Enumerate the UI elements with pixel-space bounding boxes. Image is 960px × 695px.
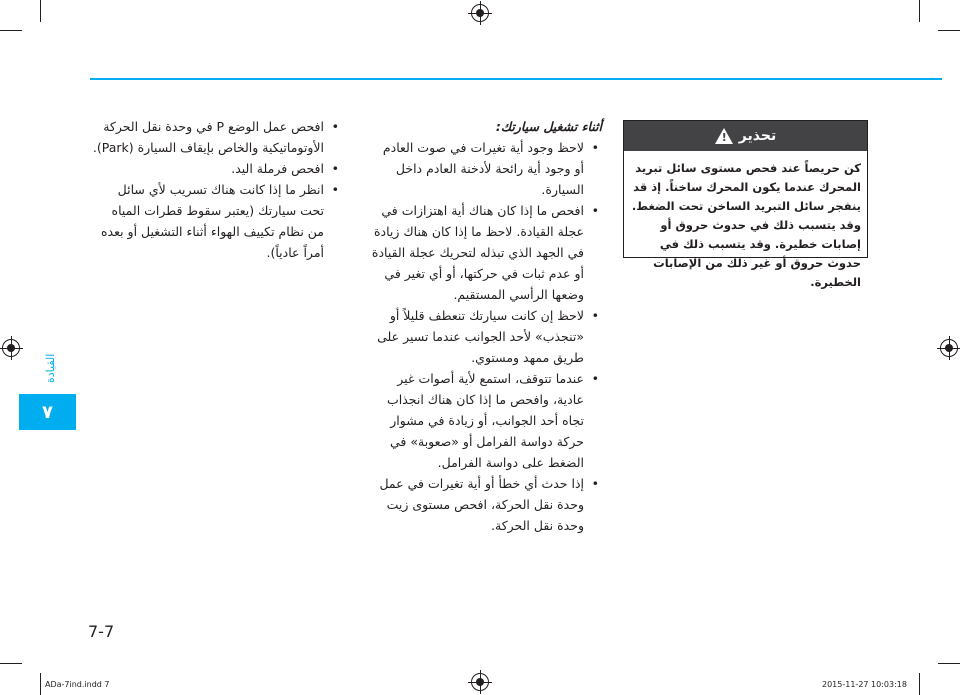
- list-item: • افحص ما إذا كان هناك أية اهتزازات في عجلة القيادة. لاحظ ما إذا كان هناك زيادة في الجهد الذي تبذله لتحريك عجلة القيادة أو عدم ثبات في حركتها، أو أي تغير في وضعها الرأسي المستقيم.: [370, 200, 602, 305]
- crop-mark: [40, 0, 41, 22]
- crop-mark: [919, 673, 920, 695]
- chapter-tab: ٧: [19, 394, 76, 430]
- crop-mark: [938, 30, 960, 31]
- list-item: • انظر ما إذا كانت هناك تسريب لأي سائل تحت سيارتك (يعتبر سقوط قطرات المياه من نظام تكييف الهواء أثناء التشغيل أو بعده أمراً عادياً).: [92, 179, 342, 263]
- middle-text-column: [370, 116, 602, 536]
- page-number: 7-7: [88, 622, 115, 641]
- header-rule: [90, 78, 942, 80]
- warning-body: كن حريصاً عند فحص مستوى سائل تبريد المحرك عندما يكون المحرك ساخناً. إذ قد ينفجر سائل التبريد الساخن تحت الضغط. وقد يتسبب ذلك في حدوث حروق أو إصابات خطيرة. وقد يتسبب ذلك في حدوث حروق أو غير ذلك من الإصابات الخطيرة.: [631, 161, 861, 289]
- crop-mark: [0, 663, 22, 664]
- list-item: • افحص فرملة اليد.: [92, 158, 342, 179]
- warning-title: تحذير: [738, 128, 777, 144]
- list-item: • لاحظ وجود أية تغيرات في صوت العادم أو وجود أية رائحة لأدخنة العادم داخل السيارة.: [370, 137, 602, 200]
- right-text-column: [92, 116, 342, 263]
- list-item: • افحص عمل الوضع P في وحدة نقل الحركة الأوتوماتيكية والخاص بإيقاف السيارة (Park).: [92, 116, 342, 158]
- list-item: • عندما تتوقف، استمع لأية أصوات غير عادية، وافحص ما إذا كان هناك انجذاب تجاه أحد الجوانب، أو زيادة في مشوار حركة دواسة الفرامل أو «صعوبة» في الضغط على دواسة الفرامل.: [370, 368, 602, 473]
- warning-triangle-icon: !: [715, 128, 733, 144]
- registration-mark-right: [940, 339, 958, 357]
- registration-mark-bottom: [471, 673, 489, 691]
- footer-filename: ADa-7ind.indd 7: [45, 680, 110, 689]
- list-item: • لاحظ إن كانت سيارتك تنعطف قليلاً أو «تنجذب» لأحد الجوانب عندما تسير على طريق ممهد ومستوي.: [370, 305, 602, 368]
- registration-mark-top: [471, 4, 489, 22]
- crop-mark: [40, 673, 41, 695]
- warning-box: [623, 120, 868, 289]
- list-item: • إذا حدث أي خطأ أو أية تغيرات في عمل وحدة نقل الحركة، افحص مستوى زيت وحدة نقل الحركة.: [370, 473, 602, 536]
- crop-mark: [938, 663, 960, 664]
- crop-mark: [919, 0, 920, 22]
- crop-mark: [0, 30, 22, 31]
- registration-mark-left: [2, 339, 20, 357]
- section-side-label: القيادة: [44, 353, 57, 383]
- section-heading: أثناء تشغيل سيارتك:: [495, 119, 602, 134]
- warning-header: [624, 121, 867, 151]
- footer-timestamp: 2015-11-27 10:03:18: [822, 680, 907, 689]
